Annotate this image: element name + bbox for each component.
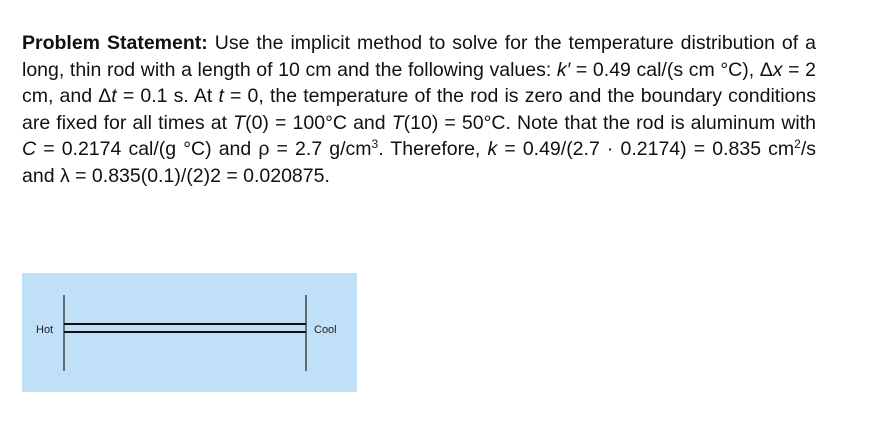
text-segment: (0) = 100°C and bbox=[245, 111, 392, 134]
text-segment: (10) = 50°C. Note that the rod is aluminum with bbox=[403, 111, 816, 134]
superscript: 2 bbox=[794, 137, 801, 152]
text-segment: = 0.1 s. At bbox=[116, 85, 219, 108]
text-segment: /s and λ = 0.835(0.1)/(2)2 = 0.020875. bbox=[22, 138, 816, 187]
hot-label: Hot bbox=[36, 324, 54, 336]
text-segment: = 2 cm, and Δ bbox=[22, 58, 816, 108]
var-t: t bbox=[111, 85, 117, 108]
text-segment: = 0.49/(2.7 · 0.2174) = 0.835 cm bbox=[497, 138, 795, 161]
var-T: T bbox=[233, 111, 246, 134]
var-k-prime: k′ bbox=[556, 58, 571, 81]
text-segment: = 0.49 cal/(s cm °C), Δ bbox=[570, 58, 773, 81]
var-T: T bbox=[391, 111, 404, 134]
text-segment: . Therefore, bbox=[378, 138, 488, 161]
var-k: k bbox=[487, 138, 498, 161]
text-segment: = 0, the temperature of the rod is zero and the boundary conditions are fixed for all times at bbox=[22, 85, 816, 134]
cool-label: Cool bbox=[314, 324, 337, 336]
problem-statement bbox=[22, 30, 816, 190]
var-C: C bbox=[22, 138, 37, 161]
rod-diagram bbox=[22, 273, 357, 392]
rod-figure bbox=[22, 273, 357, 392]
var-t: t bbox=[218, 85, 224, 108]
superscript: 3 bbox=[371, 137, 379, 152]
text-segment: = 0.2174 cal/(g °C) and ρ = 2.7 g/cm bbox=[36, 138, 372, 161]
var-x: x bbox=[772, 58, 783, 81]
problem-heading: Problem Statement: bbox=[22, 32, 208, 54]
text-segment: Use the implicit method to solve for the temperature distribution of a long, thin rod with a length of 10 cm and the following values: bbox=[22, 32, 817, 81]
